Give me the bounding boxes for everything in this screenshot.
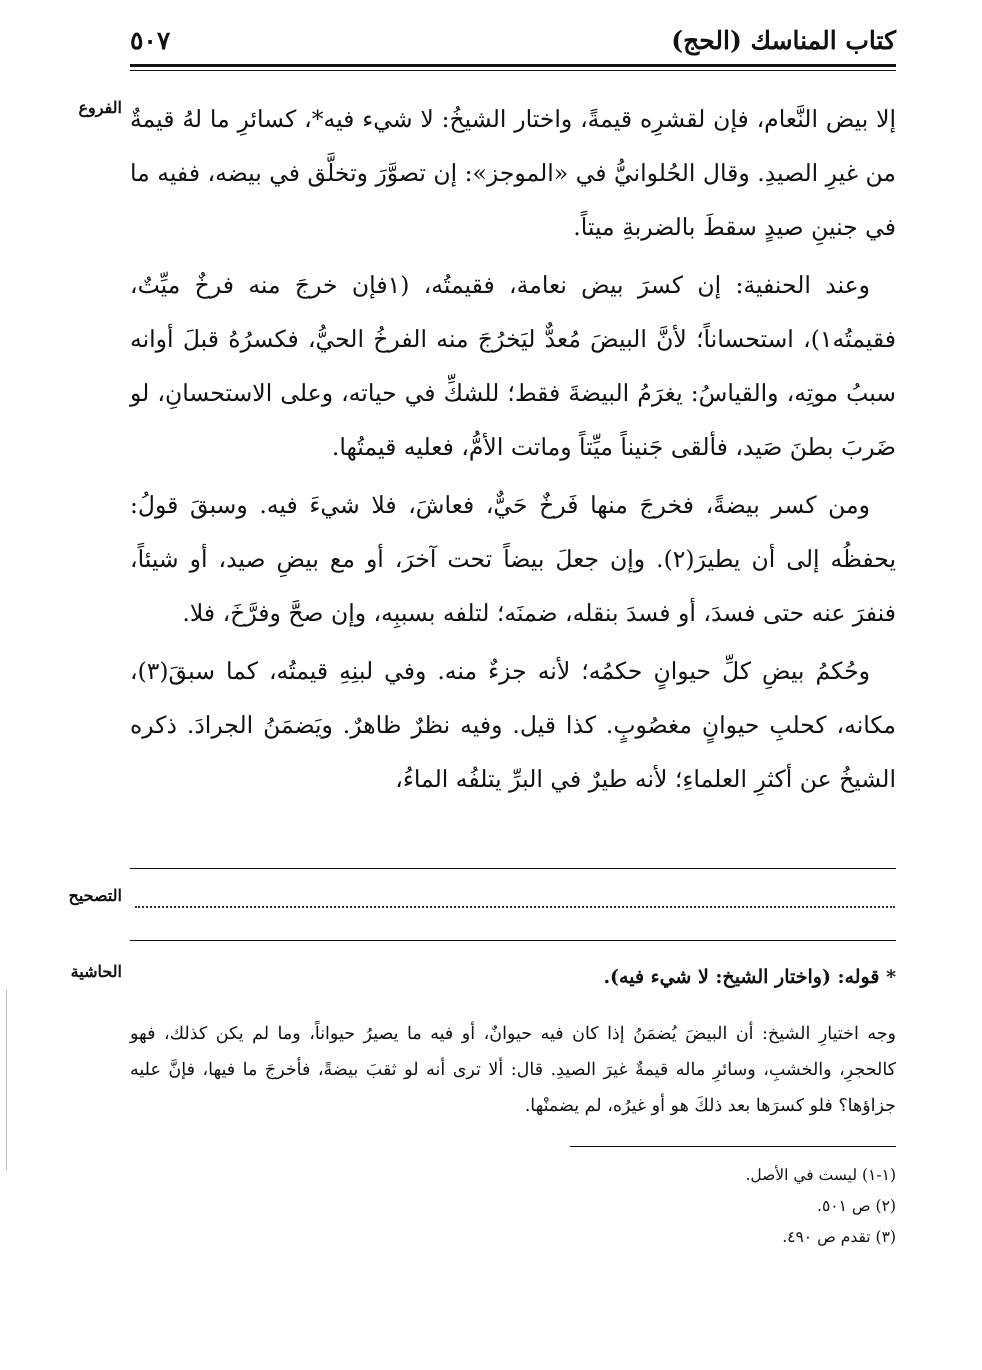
main-text — [130, 92, 896, 806]
tashih-dotted-line — [135, 906, 895, 908]
header-rule-thin — [130, 70, 896, 71]
footnote-item: (١-١) ليست في الأصل. — [745, 1166, 896, 1184]
hashiya-body — [130, 1016, 896, 1124]
page-number: ٥٠٧ — [130, 26, 171, 55]
side-label-tashih: التصحيح — [68, 886, 122, 905]
page-header — [130, 22, 896, 62]
footnote-item: (٣) تقدم ص ٤٩٠. — [782, 1228, 896, 1246]
main-paragraph: إلا بيض النَّعام، فإن لقشرِه قيمةً، واختار الشيخُ: لا شيء فيه*، كسائرِ ما لهُ قيمةٌ من غيرِ الصيدِ. وقال الحُلوانيُّ في «الموجز»: إن تصوَّرَ وتخلَّق في بيضه، ففيه ما في جنينِ صيدٍ سقطَ بالضربةِ ميتاً. — [130, 105, 896, 241]
header-rule-thick — [130, 64, 896, 67]
main-paragraph: وعند الحنفية: إن كسرَ بيض نعامة، فقيمتُه، (١فإن خرجَ منه فرخٌ ميِّتٌ، فقيمتُه١)، استحساناً؛ لأنَّ البيضَ مُعدٌّ ليَخرُجَ منه الفرخُ الحيُّ، فكسرُهُ قبلَ أوانه سببُ موتِه، والقياسُ: يغرَمُ البيضةَ فقط؛ للشكِّ في حياته، وعلى الاستحسانِ، لو ضَربَ بطنَ صَيد، فألقى جَنيناً ميِّتاً وماتت الأمُّ، فعليه قيمتُها. — [130, 271, 896, 461]
footnotes — [130, 1160, 896, 1253]
scan-edge-mark — [6, 990, 7, 1170]
running-title: كتاب المناسك (الحج) — [671, 26, 896, 55]
main-paragraph: ومن كسر بيضةً، فخرجَ منها فَرخٌ حَيٌّ، فعاشَ، فلا شيءَ فيه. وسبقَ قولُ: يحفظُه إلى أن يطيرَ(٢). وإن جعلَ بيضاً تحت آخرَ، أو مع بيضِ صيد، أو شيئاً، فنفرَ عنه حتى فسدَ، أو فسدَ بنقله، ضمنَه؛ لتلفه بسببِه، وإن صحَّ وفرَّخَ، فلا. — [130, 491, 896, 627]
footnote-item: (٢) ص ٥٠١. — [817, 1197, 896, 1215]
footnote-separator — [570, 1146, 896, 1147]
main-paragraph: وحُكمُ بيضِ كلِّ حيوانٍ حكمُه؛ لأنه جزءٌ منه. وفي لبنِهِ قيمتُه، كما سبقَ(٣)، مكانه، كحلبِ حيوانٍ مغصُوبٍ. كذا قيل. وفيه نظرٌ ظاهرٌ. ويَضمَنُ الجرادَ. ذكره الشيخُ عن أكثرِ العلماءِ؛ لأنه طيرٌ في البرِّ يتلفُه الماءُ، — [130, 657, 896, 793]
side-label-furu: الفروع — [78, 98, 122, 117]
tashih-end-rule — [130, 940, 896, 941]
hashiya-paragraph: وجه اختيارِ الشيخ: أن البيضَ يُضمَنُ إذا كان فيه حيوانٌ، أو فيه ما يصيرُ حيواناً، وما لم يكن كذلك، فهو كالحجرِ، والخشبِ، وسائرِ ماله قيمةٌ غيرَ الصيدِ. قال: ألا ترى أنه لو ثقبَ بيضةً، فأخرجَ ما فيها، فإنَّ عليه جزاؤها؟ فلو كسرَها بعد ذلكَ هو أو غيرُه، لم يضمنْها. — [130, 1024, 896, 1116]
hashiya-heading: * قوله: (واختار الشيخ: لا شيء فيه). — [603, 966, 896, 988]
main-text-end-rule — [130, 868, 896, 869]
side-label-hashiya: الحاشية — [70, 962, 122, 981]
